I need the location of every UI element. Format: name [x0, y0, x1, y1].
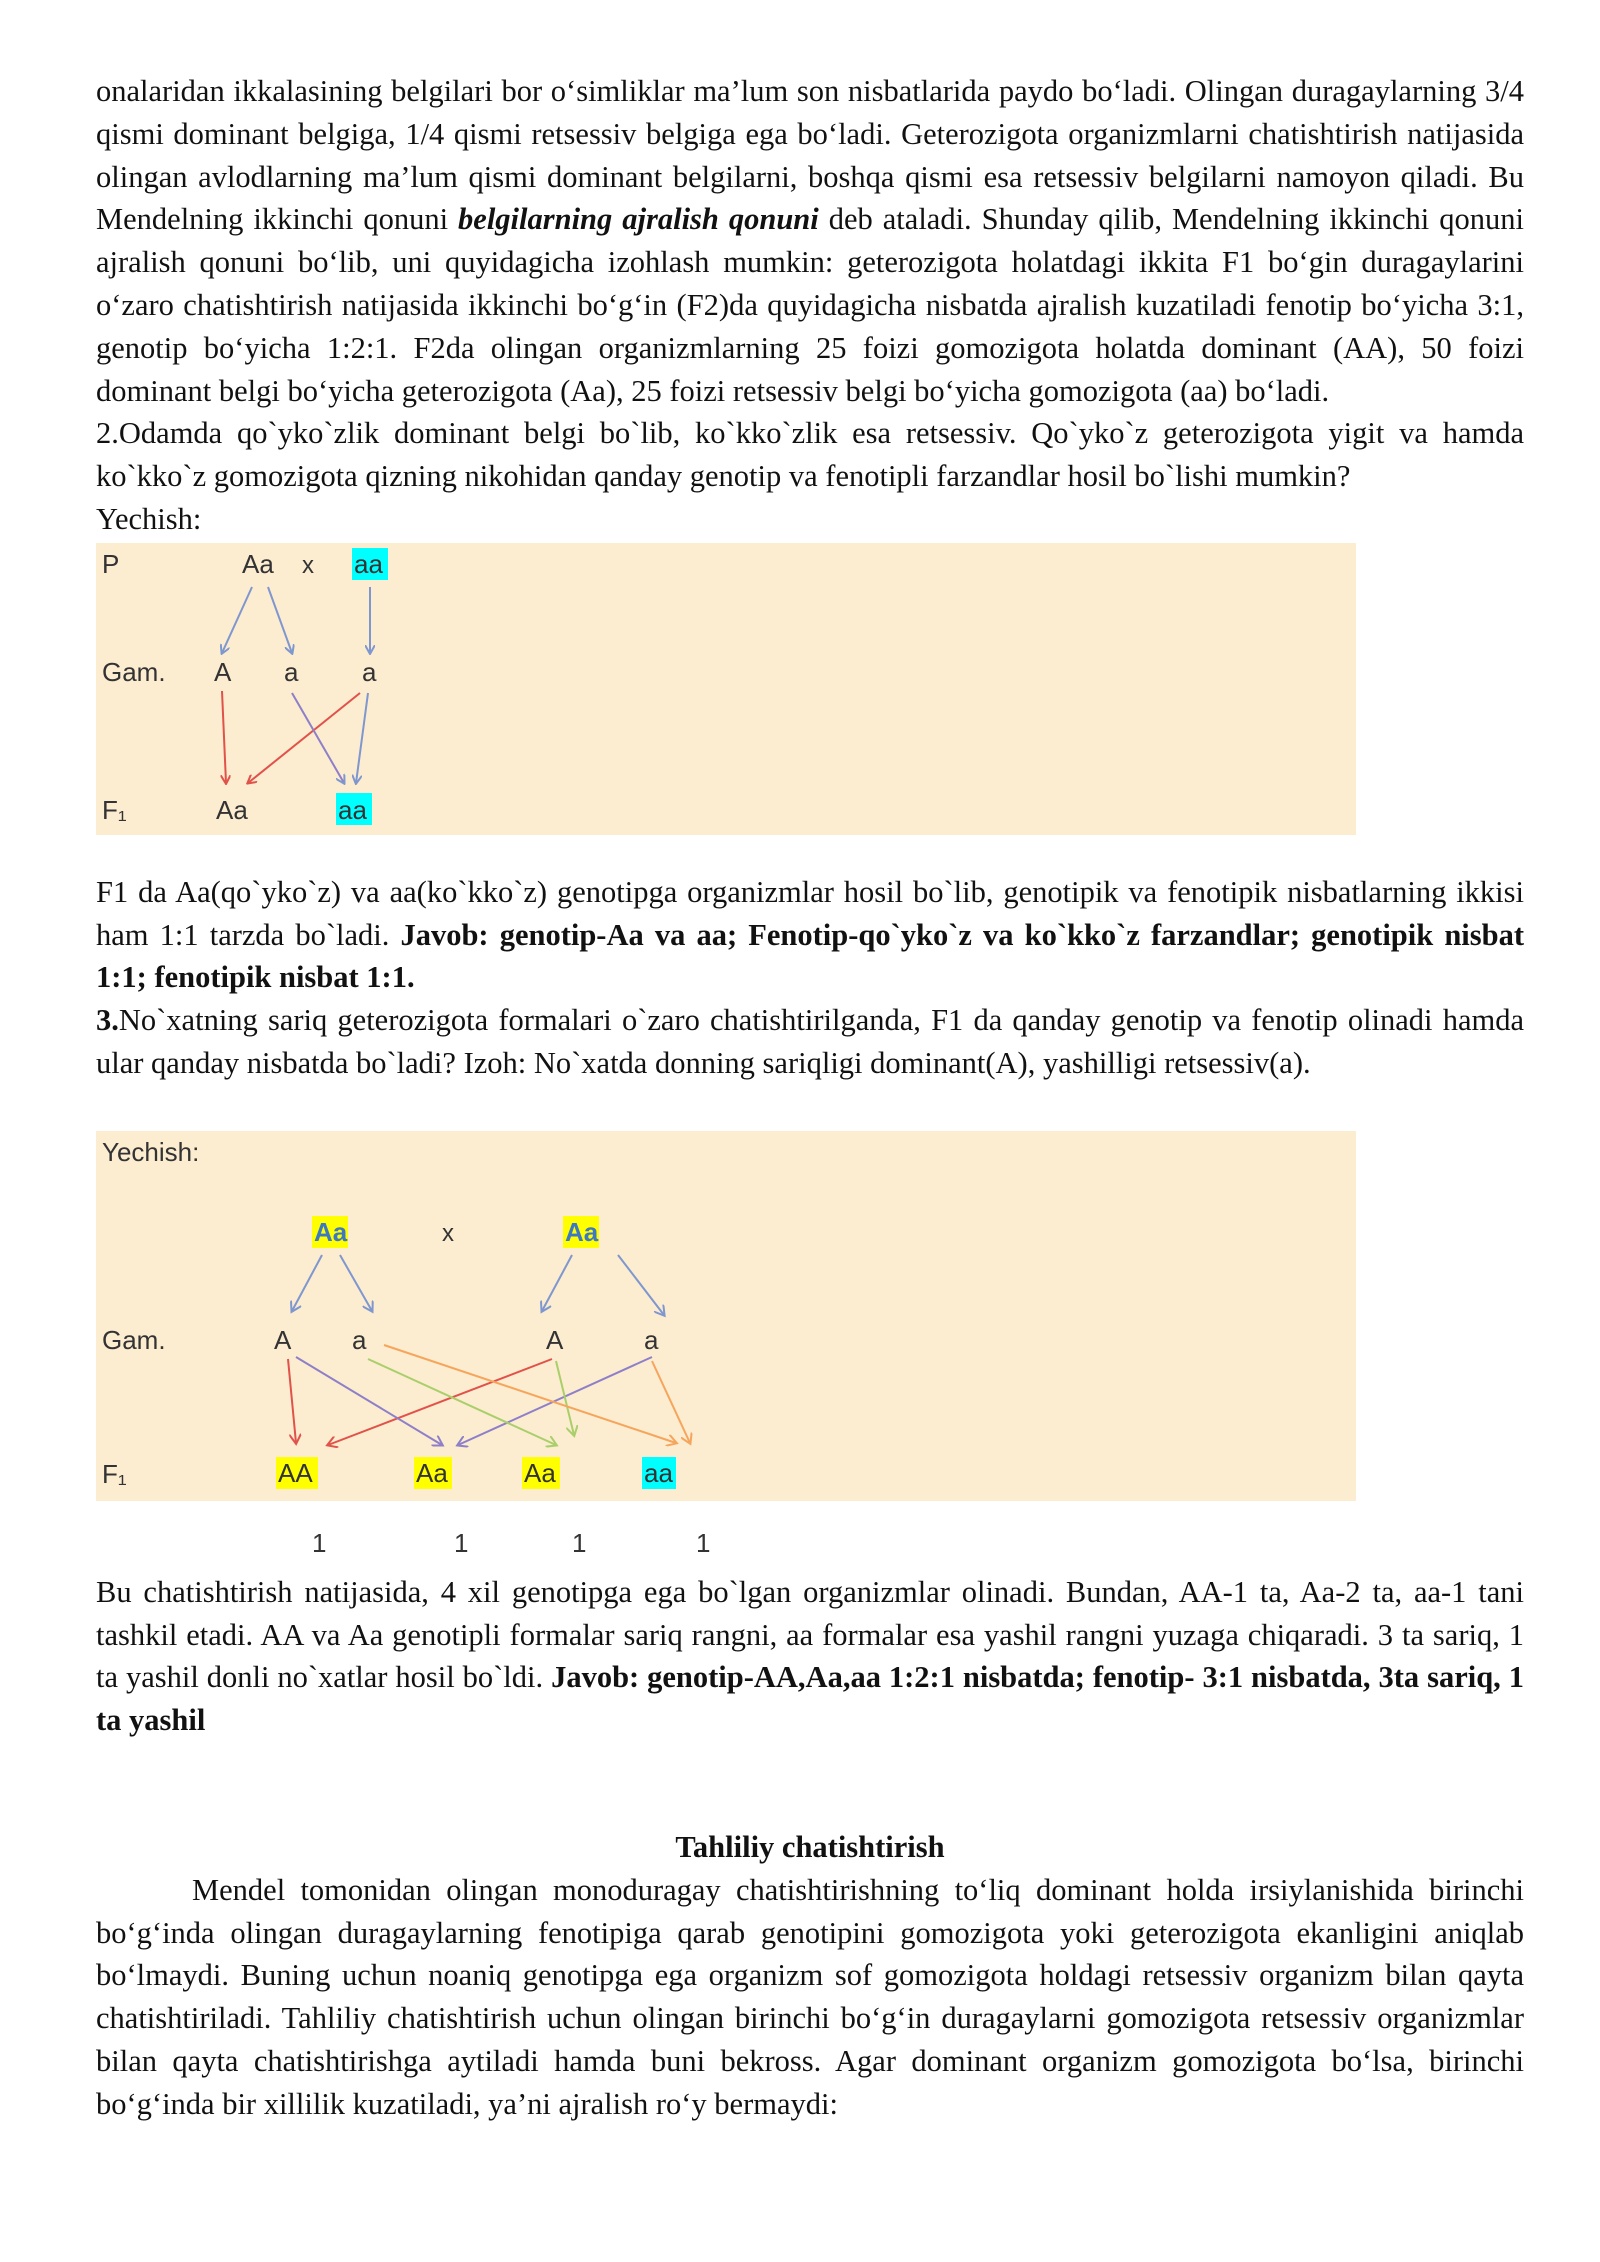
offspring-Aa: Aa: [216, 794, 248, 825]
gamete-a-1: a: [352, 1324, 367, 1355]
document-page: [96, 70, 1524, 2126]
answer-2-conclusion: Javob: genotip-Aa va aa; Fenotip-qo`yko`z va ko`kko`z farzandlar; genotipik nisbat 1:1; fenotipik nisbat 1:1.: [96, 917, 1524, 995]
offspring-Aa-1: Aa: [416, 1457, 448, 1488]
row-label-gametes: Gam.: [102, 1324, 166, 1355]
cross-sign: x: [302, 551, 314, 579]
row-label-f1: F₁: [102, 794, 127, 825]
offspring-aa: aa: [644, 1457, 673, 1488]
offspring-AA: AA: [278, 1457, 313, 1488]
answer-3: [96, 1571, 1524, 1742]
paragraph-text-tail: deb ataladi. Shunday qilib, Mendelning ikkinchi qonuni ajralish qonuni bo‘lib, uni quyidagicha izohlash mumkin: geterozigota holatdagi ikkita F1 bo‘gin duragaylarini o‘zaro chatishtirish natijasida ikkinchi bo‘g‘in (F2)da quyidagicha nisbatda ajralish kuzatiladi fenotip bo‘yicha 3:1, genotip bo‘yicha 1:2:1. F2da olingan organizmlarning 25 foizi gomozigota holatda dominant (AA), 50 foizi dominant belgi bo‘yicha geterozigota (Aa), 25 foizi retsessiv belgi bo‘yicha gomozigota (aa) bo‘ladi.: [96, 202, 1524, 408]
gamete-a-1: a: [284, 656, 299, 687]
diagram-title: Yechish:: [102, 1136, 200, 1167]
count-Aa-1: 1: [454, 1527, 469, 1558]
parent-2-genotype: Aa: [565, 1216, 599, 1247]
answer-3-conclusion: Javob: genotip-AA,Aa,aa 1:2:1 nisbatda; fenotip- 3:1 nisbatda, 3ta sariq, 1 ta yashil: [96, 1660, 1524, 1738]
cross-sign: x: [442, 1219, 454, 1247]
row-label-gametes: Gam.: [102, 656, 166, 687]
question-3-number: 3.: [96, 1003, 119, 1038]
answer-2-text: F1 da Aa(qo`yko`z) va aa(ko`kko`z) genotipga organizmlar hosil bo`lib, genotipik va fenotipik nisbatlarning ikkisi ham 1:1 tarzda bo`ladi.: [96, 874, 1524, 952]
count-AA: 1: [312, 1527, 327, 1558]
gamete-A-1: A: [274, 1324, 292, 1355]
solution-label: Yechish:: [96, 501, 202, 536]
cross-diagram-1: [96, 543, 1356, 835]
diagram-panel: [96, 1131, 1356, 1501]
paragraph-text: onalaridan ikkalasining belgilari bor o‘simliklar ma’lum son nisbatlarida paydo bo‘ladi. Olingan duragaylarning 3/4 qismi dominant belgiga, 1/4 qismi retsessiv belgiga ega bo‘ladi. Geterozigota organizmlarni chatishtirish natijasida olingan avlodlarning ma’lum qismi dominant belgilarni, boshqa qismi esa retsessiv belgilarni namoyon qiladi. Bu Mendelning ikkinchi qonuni: [96, 74, 1524, 237]
question-3-text: No`xatning sariq geterozigota formalari o`zaro chatishtirilganda, F1 da qanday genotip va fenotip olinadi hamda ular qanday nisbatda bo`ladi? Izoh: No`xatda donning sariqligi dominant(A), yashilligi retsessiv(a).: [96, 1003, 1524, 1080]
row-label-f1: F₁: [102, 1458, 127, 1489]
emphasis-law-name: belgilarning ajralish qonuni: [458, 202, 819, 237]
paragraph-test-cross: Mendel tomonidan olingan monoduragay chatishtirishning to‘liq dominant holda irsiylanishida birinchi bo‘g‘inda olingan duragaylarning fenotipiga qarab genotipini gomozigota yoki geterozigota ekanligini aniqlab bo‘lmaydi. Buning uchun noaniq genotipga ega organizm sof gomozigota holdagi retsessiv organizm bilan qayta chatishtiriladi. Tahliliy chatishtirish uchun olingan birinchi bo‘g‘in duragaylarni gomozigota retsessiv organizmlar bilan qayta chatishtirishga aytiladi hamda buni bekross. Agar dominant organizm gomozigota bo‘lsa, birinchi bo‘g‘inda bir xillilik kuzatiladi, ya’ni ajralish ro‘y bermaydi:: [96, 1872, 1524, 2121]
answer-3-text: Bu chatishtirish natijasida, 4 xil genotipga ega bo`lgan organizmlar olinadi. Bundan, AA-1 ta, Aa-2 ta, aa-1 tani tashkil etadi. AA va Aa genotipli formalar sariq rangni, aa formalar esa yashil rangni yuzaga chiqaradi. 3 ta sariq, 1 ta yashil donli no`xatlar hosil bo`ldi.: [96, 1574, 1524, 1695]
section-heading: Tahliliy chatishtirish: [675, 1829, 945, 1864]
gamete-a-2: a: [644, 1324, 659, 1355]
count-Aa-2: 1: [572, 1527, 587, 1558]
parent-1-genotype: Aa: [242, 548, 274, 579]
offspring-Aa-2: Aa: [524, 1457, 556, 1488]
paragraph-mendel-second-law: [96, 70, 1524, 412]
diagram-panel: [96, 543, 1356, 835]
gamete-a-2: a: [362, 656, 377, 687]
answer-2: [96, 871, 1524, 999]
cross-diagram-2: [96, 1131, 1356, 1571]
question-3: [96, 999, 1524, 1085]
gamete-A: A: [214, 656, 232, 687]
offspring-aa: aa: [338, 794, 367, 825]
parent-1-genotype: Aa: [314, 1216, 348, 1247]
question-2: 2.Odamda qo`yko`zlik dominant belgi bo`lib, ko`kko`zlik esa retsessiv. Qo`yko`z geterozigota yigit va hamda ko`kko`z gomozigota qizning nikohidan qanday genotip va fenotipli farzandlar hosil bo`lishi mumkin?: [96, 416, 1524, 494]
gamete-A-2: A: [546, 1324, 564, 1355]
row-label-p: P: [102, 548, 120, 579]
count-aa: 1: [696, 1527, 711, 1558]
parent-2-genotype: aa: [354, 548, 383, 579]
